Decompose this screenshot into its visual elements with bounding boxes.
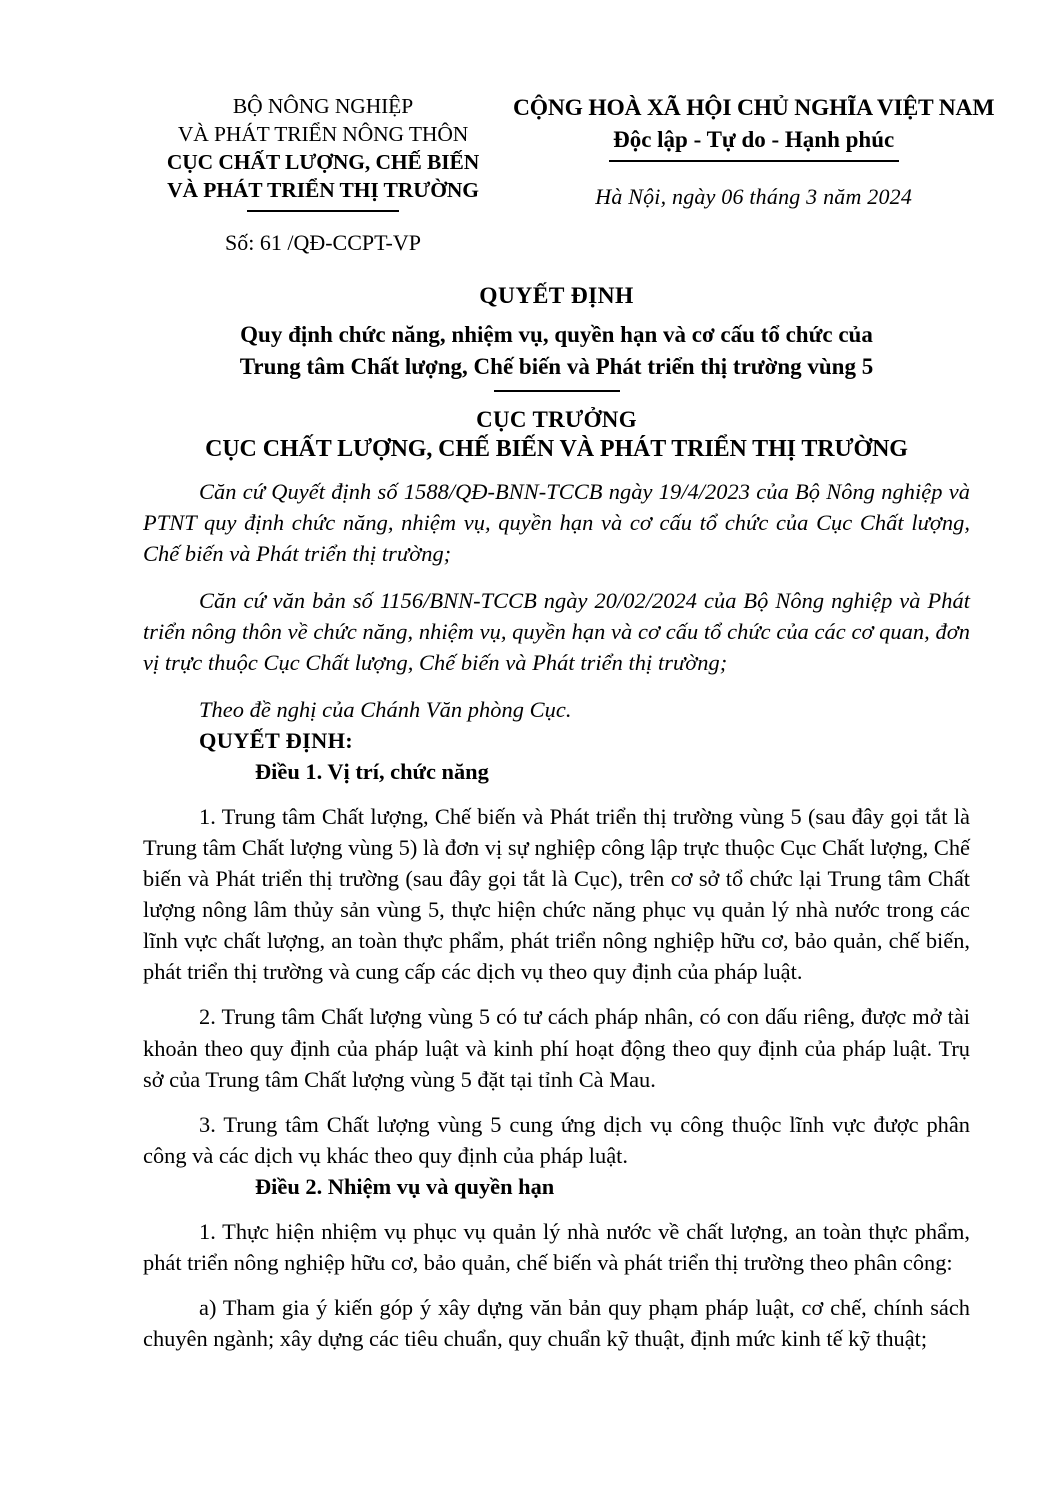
org-line-ministry-2: VÀ PHÁT TRIỂN NÔNG THÔN	[177, 121, 469, 146]
article-1-heading: Điều 1. Vị trí, chức năng	[255, 759, 489, 785]
document-header	[143, 93, 995, 256]
org-line-ministry-1: BỘ NÔNG NGHIỆP	[232, 94, 414, 118]
national-title: CỘNG HOÀ XÃ HỘI CHỦ NGHĨA VIỆT NAM	[513, 95, 995, 121]
article-2-heading: Điều 2. Nhiệm vụ và quyền hạn	[255, 1173, 555, 1199]
authority-organization: CỤC CHẤT LƯỢNG, CHẾ BIẾN VÀ PHÁT TRIỂN THỊ TRƯỜNG	[205, 436, 908, 462]
authority-role: CỤC TRƯỞNG	[476, 407, 637, 432]
page-title: QUYẾT ĐỊNH	[479, 283, 634, 309]
article-2-clause-1: 1. Thực hiện nhiệm vụ phục vụ quản lý nhà nước về chất lượng, an toàn thực phẩm, phát triển nông nghiệp hữu cơ, bảo quản, chế biến và phát triển thị trường theo phân công:	[143, 1218, 970, 1275]
document-subject-line-1: Quy định chức năng, nhiệm vụ, quyền hạn và cơ cấu tổ chức của	[240, 322, 873, 347]
legal-basis-paragraph-1: Căn cứ Quyết định số 1588/QĐ-BNN-TCCB ngày 19/4/2023 của Bộ Nông nghiệp và PTNT quy định chức năng, nhiệm vụ, quyền hạn và cơ cấu tổ chức của Cục Chất lượng, Chế biến và Phát triển thị trường;	[143, 479, 970, 567]
article-2-clause-1a: a) Tham gia ý kiến góp ý xây dựng văn bản quy phạm pháp luật, cơ chế, chính sách chuyên ngành; xây dựng các tiêu chuẩn, quy chuẩn kỹ thuật, định mức kinh tế kỹ thuật;	[143, 1294, 970, 1351]
place-and-date: Hà Nội, ngày 06 tháng 3 năm 2024	[595, 183, 913, 209]
document-body	[143, 476, 970, 1354]
title-underline-rule	[494, 390, 620, 392]
document-subject-line-2: Trung tâm Chất lượng, Chế biến và Phát triển thị trường vùng 5	[239, 353, 874, 379]
issuing-organization-block	[143, 93, 503, 256]
article-1-clause-2: 2. Trung tâm Chất lượng vùng 5 có tư cách pháp nhân, có con dấu riêng, được mở tài khoản theo quy định của pháp luật và kinh phí hoạt động theo quy định của pháp luật. Trụ sở của Trung tâm Chất lượng vùng 5 đặt tại tỉnh Cà Mau.	[143, 1004, 970, 1092]
national-motto: Độc lập - Tự do - Hạnh phúc	[613, 127, 895, 153]
national-heading-block	[503, 93, 994, 210]
org-underline-rule	[247, 210, 399, 212]
org-line-department-1: CỤC CHẤT LƯỢNG, CHẾ BIẾN	[166, 149, 480, 174]
document-number: Số: 61 /QĐ-CCPT-VP	[224, 229, 421, 255]
legal-basis-paragraph-2: Căn cứ văn bản số 1156/BNN-TCCB ngày 20/02/2024 của Bộ Nông nghiệp và Phát triển nông thôn về chức năng, nhiệm vụ, quyền hạn và cơ cấu tổ chức của các cơ quan, đơn vị trực thuộc Cục Chất lượng, Chế biến và Phát triển thị trường;	[143, 588, 970, 676]
proposal-paragraph: Theo đề nghị của Chánh Văn phòng Cục.	[199, 697, 572, 723]
article-1-clause-1: 1. Trung tâm Chất lượng, Chế biến và Phát triển thị trường vùng 5 (sau đây gọi tắt là Trung tâm Chất lượng vùng 5) là đơn vị sự nghiệp công lập trực thuộc Cục Chất lượng, Chế biến và Phát triển thị trường (sau đây gọi tắt là Cục), trên cơ sở tổ chức lại Trung tâm Chất lượng nông lâm thủy sản vùng 5, thực hiện chức năng phục vụ quản lý nhà nước trong các lĩnh vực chất lượng, an toàn thực phẩm, phát triển nông nghiệp hữu cơ, bảo quản, chế biến, phát triển thị trường và cung cấp các dịch vụ theo quy định của pháp luật.	[143, 804, 970, 985]
document-title-block	[143, 283, 970, 392]
org-line-department-2: VÀ PHÁT TRIỂN THỊ TRƯỜNG	[167, 177, 479, 202]
issuing-authority-block	[143, 407, 970, 463]
motto-underline-rule	[609, 160, 899, 162]
article-1-clause-3: 3. Trung tâm Chất lượng vùng 5 cung ứng dịch vụ công thuộc lĩnh vực được phân công và các dịch vụ khác theo quy định của pháp luật.	[143, 1111, 970, 1168]
decides-heading: QUYẾT ĐỊNH:	[199, 728, 354, 754]
